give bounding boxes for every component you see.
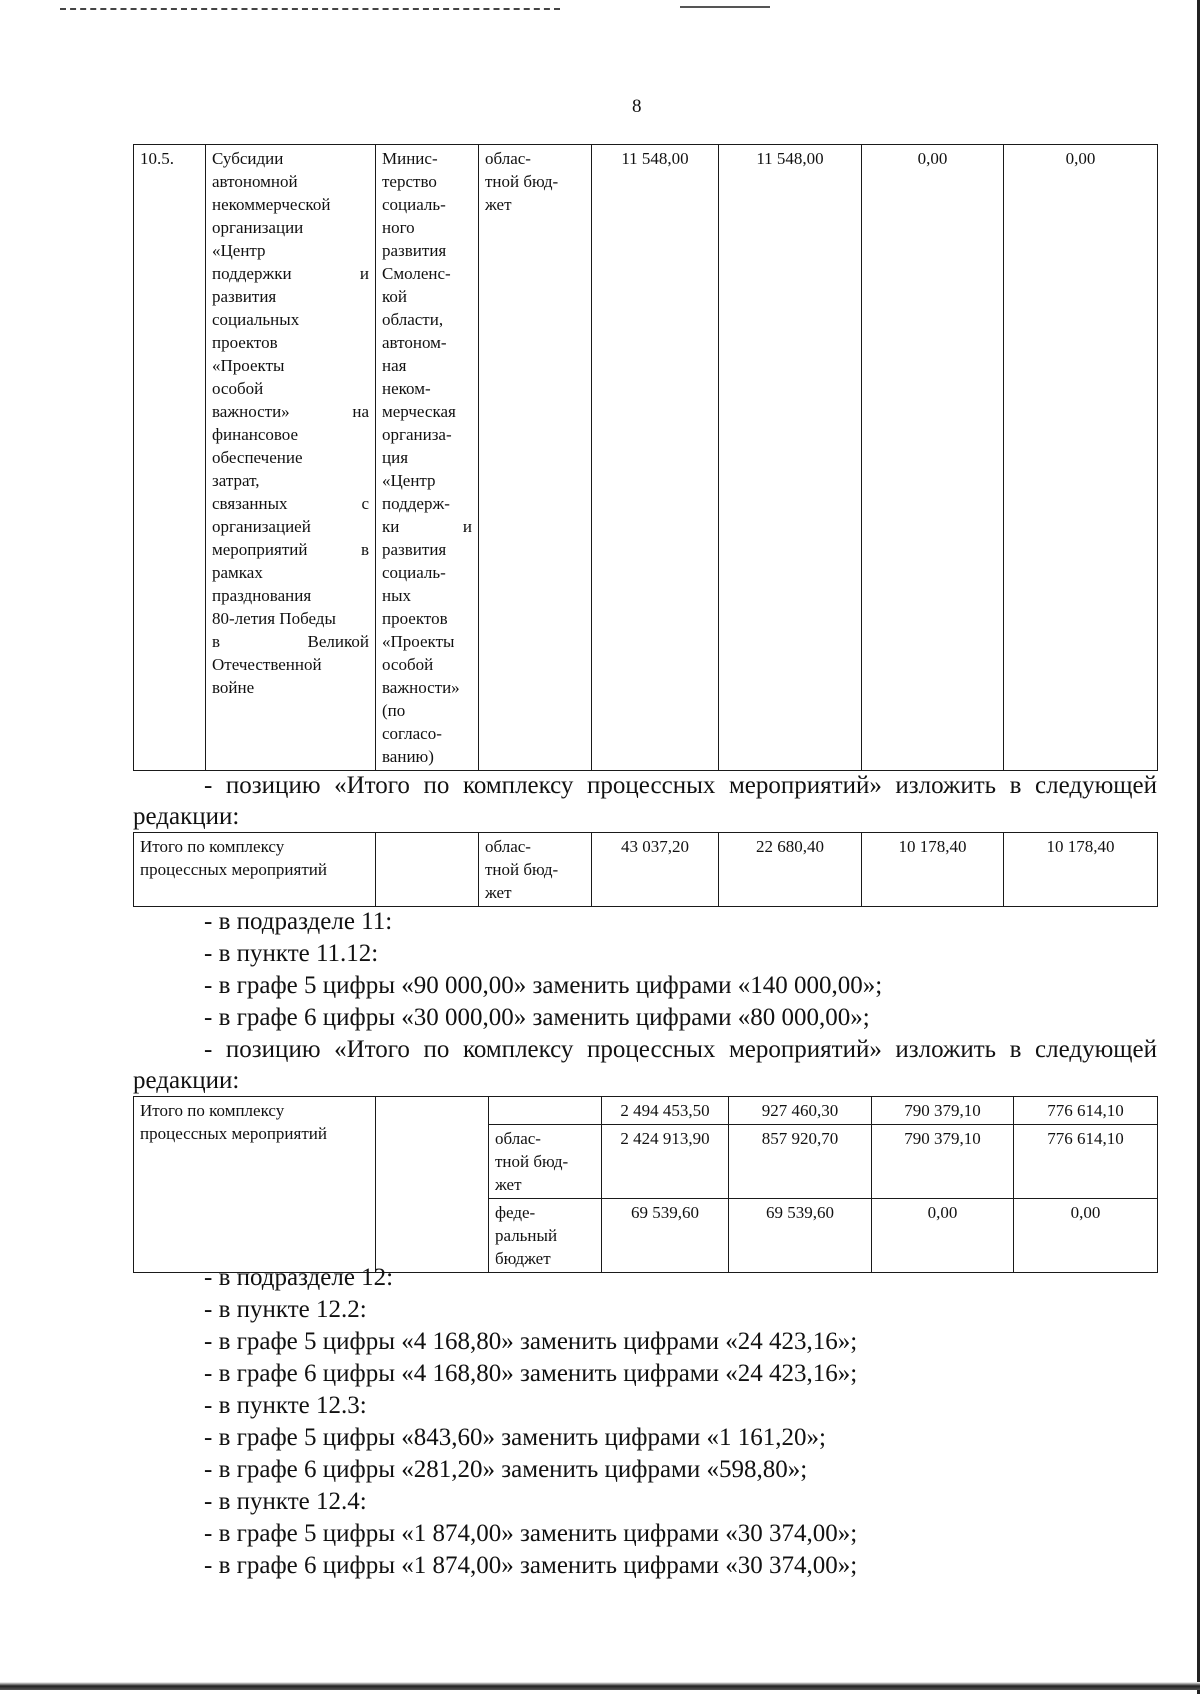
cell-text-line: важности» xyxy=(382,678,460,697)
total-source-cell xyxy=(479,833,592,907)
cell-text-line: рамках xyxy=(212,563,263,582)
list-item: - в графе 5 цифры «4 168,80» заменить цифрами «24 423,16»; xyxy=(204,1328,858,1355)
cell-text-line: тной бюд- xyxy=(495,1152,569,1171)
cell-text-line: процессных мероприятий xyxy=(140,860,327,879)
cell-text-line: развития xyxy=(382,540,447,559)
cell-text-line: ных xyxy=(382,586,412,605)
total2-executor-cell xyxy=(376,1097,489,1273)
cell-text-line: бюджет xyxy=(495,1249,551,1268)
cell-text-line: «Центр xyxy=(382,471,436,490)
cell-text-line: ная xyxy=(382,356,407,375)
cell-text-line: финансовое xyxy=(212,425,299,444)
cell-text-line: связанных с xyxy=(212,494,369,513)
cell-text-line: тной бюд- xyxy=(485,172,559,191)
row-executor-cell xyxy=(376,145,479,771)
cell-text-line: организа- xyxy=(382,425,452,444)
row-value-col5: 11 548,00 xyxy=(592,145,719,771)
cell-text-line: жет xyxy=(485,195,512,214)
cell-text-line: организации xyxy=(212,218,304,237)
regional-source-cell xyxy=(489,1125,602,1199)
federal-value-col7: 0,00 xyxy=(872,1199,1014,1273)
list-item: - в подразделе 12: xyxy=(204,1264,394,1291)
row-description-cell xyxy=(206,145,376,771)
total-value-col8: 10 178,40 xyxy=(1004,833,1158,907)
cell-text-line: важности» на xyxy=(212,402,369,421)
federal-value-col5: 69 539,60 xyxy=(602,1199,729,1273)
total2-name-cell xyxy=(134,1097,376,1273)
list-item: - в графе 5 цифры «1 874,00» заменить цифрами «30 374,00»; xyxy=(204,1520,858,1547)
paragraph-total-position-1: - позицию «Итого по комплексу процессных мероприятий» изложить в следующей редакции: xyxy=(133,772,1157,830)
cell-text-line: жет xyxy=(485,883,512,902)
list-item: - в пункте 12.2: xyxy=(204,1296,367,1323)
cell-text-line: «Центр xyxy=(212,241,266,260)
cell-text-line: Субсидии xyxy=(212,149,284,168)
federal-value-col6: 69 539,60 xyxy=(729,1199,872,1273)
cell-text-line: Смоленс- xyxy=(382,264,451,283)
cell-text-line: области, xyxy=(382,310,444,329)
total2-value-col6: 927 460,30 xyxy=(729,1097,872,1125)
row-value-col8: 0,00 xyxy=(1004,145,1158,771)
cell-text-line: согласо- xyxy=(382,724,442,743)
cell-text-line: организацией xyxy=(212,517,311,536)
cell-text-line: проектов xyxy=(212,333,278,352)
total-name-cell xyxy=(134,833,376,907)
cell-text-line: социаль- xyxy=(382,563,446,582)
cell-text-line: особой xyxy=(382,655,434,674)
regional-value-col7: 790 379,10 xyxy=(872,1125,1014,1199)
cell-text-line: мероприятий в xyxy=(212,540,369,559)
cell-text-line: облас- xyxy=(495,1129,541,1148)
cell-text-line: поддержки и xyxy=(212,264,369,283)
cell-text-line: мерческая xyxy=(382,402,456,421)
cell-text-line: облас- xyxy=(485,837,531,856)
total-table-1 xyxy=(133,832,1158,907)
cell-text-line: терство xyxy=(382,172,437,191)
list-item: - в пункте 12.3: xyxy=(204,1392,367,1419)
cell-text-line: автономной xyxy=(212,172,298,191)
cell-text-line: тной бюд- xyxy=(485,860,559,879)
cell-text-line: 80-летия Победы xyxy=(212,609,336,628)
cell-text-line: Отечественной xyxy=(212,655,322,674)
total-value-col7: 10 178,40 xyxy=(862,833,1004,907)
list-item: - в графе 6 цифры «30 000,00» заменить цифрами «80 000,00»; xyxy=(204,1004,870,1031)
cell-text-line: феде- xyxy=(495,1203,536,1222)
cell-text-line: Итого по комплексу xyxy=(140,1101,285,1120)
total-value-col6: 22 680,40 xyxy=(719,833,862,907)
cell-text-line: обеспечение xyxy=(212,448,303,467)
cell-text-line: социаль- xyxy=(382,195,446,214)
cell-text-line: развития xyxy=(212,287,277,306)
federal-source-cell xyxy=(489,1199,602,1273)
list-item: - в подразделе 11: xyxy=(204,908,393,935)
total2-value-col8: 776 614,10 xyxy=(1014,1097,1158,1125)
cell-text-line: некоммерческой xyxy=(212,195,331,214)
table-row xyxy=(134,145,1158,771)
cell-text-line: процессных мероприятий xyxy=(140,1124,327,1143)
table-row xyxy=(134,833,1158,907)
cell-text-line: развития xyxy=(382,241,447,260)
paragraph-total-position-2: - позицию «Итого по комплексу процессных мероприятий» изложить в следующей редакции: xyxy=(133,1036,1157,1094)
cell-text-line: (по xyxy=(382,701,406,720)
row-source-cell xyxy=(479,145,592,771)
cell-text-line: неком- xyxy=(382,379,431,398)
cell-text-line: празднования xyxy=(212,586,312,605)
row-value-col7: 0,00 xyxy=(862,145,1004,771)
row-value-col6: 11 548,00 xyxy=(719,145,862,771)
cell-text-line: затрат, xyxy=(212,471,260,490)
cell-text-line: в Великой xyxy=(212,632,369,651)
total2-value-col7: 790 379,10 xyxy=(872,1097,1014,1125)
cell-text-line: автоном- xyxy=(382,333,447,352)
cell-text-line: «Проекты xyxy=(212,356,285,375)
regional-value-col5: 2 424 913,90 xyxy=(602,1125,729,1199)
scan-artifact-bottom-edge xyxy=(0,1682,1200,1690)
total-table-2 xyxy=(133,1096,1158,1273)
total2-value-col5: 2 494 453,50 xyxy=(602,1097,729,1125)
total2-source-blank-cell xyxy=(489,1097,602,1125)
cell-text-line: ки и xyxy=(382,517,472,536)
cell-text-line: ральный xyxy=(495,1226,558,1245)
cell-text-line: социальных xyxy=(212,310,300,329)
cell-text-line: жет xyxy=(495,1175,522,1194)
scan-artifact-top xyxy=(60,8,560,14)
list-item: - в пункте 12.4: xyxy=(204,1488,367,1515)
federal-value-col8: 0,00 xyxy=(1014,1199,1158,1273)
regional-value-col8: 776 614,10 xyxy=(1014,1125,1158,1199)
cell-text-line: войне xyxy=(212,678,255,697)
list-item: - в графе 6 цифры «4 168,80» заменить цифрами «24 423,16»; xyxy=(204,1360,858,1387)
cell-text-line: Минис- xyxy=(382,149,438,168)
regional-value-col6: 857 920,70 xyxy=(729,1125,872,1199)
cell-text-line: особой xyxy=(212,379,264,398)
cell-text-line: ванию) xyxy=(382,747,434,766)
cell-text-line: поддерж- xyxy=(382,494,450,513)
table-row xyxy=(134,1097,1158,1125)
cell-text-line: ция xyxy=(382,448,409,467)
list-item: - в графе 5 цифры «90 000,00» заменить цифрами «140 000,00»; xyxy=(204,972,883,999)
total-value-col5: 43 037,20 xyxy=(592,833,719,907)
cell-text-line: проектов xyxy=(382,609,448,628)
list-item: - в графе 5 цифры «843,60» заменить цифрами «1 161,20»; xyxy=(204,1424,826,1451)
measures-table-row-10-5 xyxy=(133,144,1158,771)
total-executor-cell xyxy=(376,833,479,907)
cell-text-line: «Проекты xyxy=(382,632,455,651)
cell-text-line: ного xyxy=(382,218,415,237)
row-index-cell: 10.5. xyxy=(134,145,206,771)
cell-text-line: Итого по комплексу xyxy=(140,837,285,856)
list-item: - в пункте 11.12: xyxy=(204,940,379,967)
cell-text-line: облас- xyxy=(485,149,531,168)
list-item: - в графе 6 цифры «281,20» заменить цифрами «598,80»; xyxy=(204,1456,808,1483)
cell-text-line: кой xyxy=(382,287,407,306)
page-number: 8 xyxy=(632,96,642,117)
scan-artifact-top-right xyxy=(680,6,770,10)
list-item: - в графе 6 цифры «1 874,00» заменить цифрами «30 374,00»; xyxy=(204,1552,858,1579)
